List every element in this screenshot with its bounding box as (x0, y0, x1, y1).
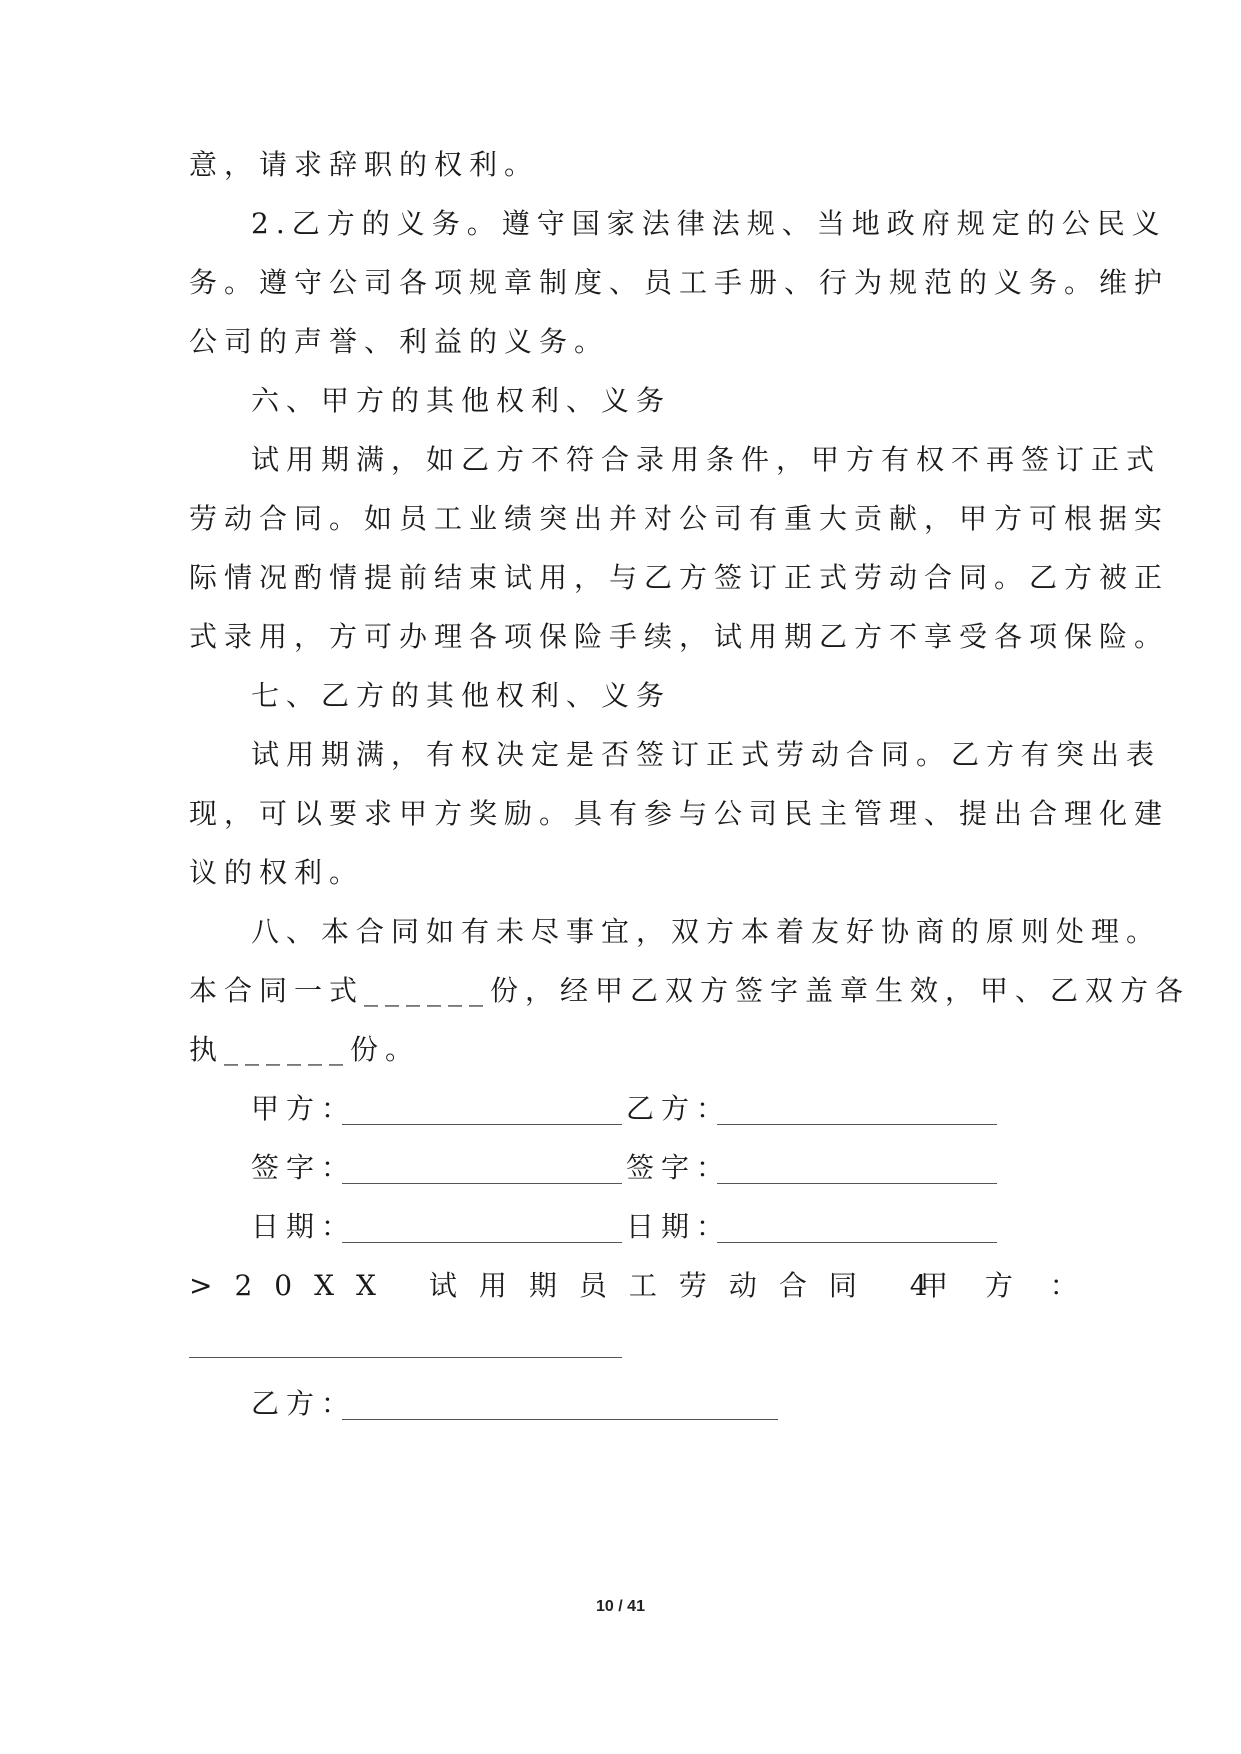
sign-a-label: 签字： (251, 1151, 357, 1184)
body-line-16: 执______份。 (189, 1033, 421, 1066)
party-a-signature-line (342, 1124, 622, 1125)
date-b-line (717, 1242, 997, 1243)
body-line-13: 议的权利。 (189, 856, 365, 889)
next-party-a-label: 甲 方 ： (920, 1269, 1092, 1302)
body-line-4: 公司的声誉、利益的义务。 (189, 325, 610, 358)
next-contract-title: >20XX 试用期员工劳动合同 4 (189, 1269, 950, 1302)
body-line-9: 式录用，方可办理各项保险手续，试用期乙方不享受各项保险。 (189, 620, 1170, 653)
section-heading-7: 七、乙方的其他权利、义务 (251, 679, 672, 712)
body-line-2: 2.乙方的义务。遵守国家法律法规、当地政府规定的公民义 (251, 207, 1167, 240)
next-party-b-line (342, 1419, 778, 1420)
party-b-signature-line (717, 1124, 997, 1125)
date-b-label: 日期： (626, 1210, 732, 1243)
next-party-a-line (189, 1357, 622, 1358)
body-line-15: 本合同一式______份，经甲乙双方签字盖章生效，甲、乙双方各 (189, 974, 1191, 1007)
sign-b-label: 签字： (626, 1151, 732, 1184)
body-line-3: 务。遵守公司各项规章制度、员工手册、行为规范的义务。维护 (189, 266, 1170, 299)
section-heading-8: 八、本合同如有未尽事宜，双方本着友好协商的原则处理。 (251, 915, 1162, 948)
body-line-1: 意，请求辞职的权利。 (189, 148, 540, 181)
party-b-label: 乙方： (626, 1092, 732, 1125)
page-indicator: 10 / 41 (596, 1598, 645, 1615)
date-a-line (342, 1242, 622, 1243)
sign-b-line (717, 1183, 997, 1184)
body-line-11: 试用期满，有权决定是否签订正式劳动合同。乙方有突出表 (251, 738, 1162, 771)
body-line-8: 际情况酌情提前结束试用，与乙方签订正式劳动合同。乙方被正 (189, 561, 1170, 594)
body-line-12: 现，可以要求甲方奖励。具有参与公司民主管理、提出合理化建 (189, 797, 1170, 830)
body-line-6: 试用期满，如乙方不符合录用条件，甲方有权不再签订正式 (251, 443, 1162, 476)
body-line-7: 劳动合同。如员工业绩突出并对公司有重大贡献，甲方可根据实 (189, 502, 1170, 535)
next-party-b-label: 乙方： (251, 1387, 357, 1420)
sign-a-line (342, 1183, 622, 1184)
party-a-label: 甲方： (251, 1092, 357, 1125)
section-heading-6: 六、甲方的其他权利、义务 (251, 384, 672, 417)
date-a-label: 日期： (251, 1210, 357, 1243)
